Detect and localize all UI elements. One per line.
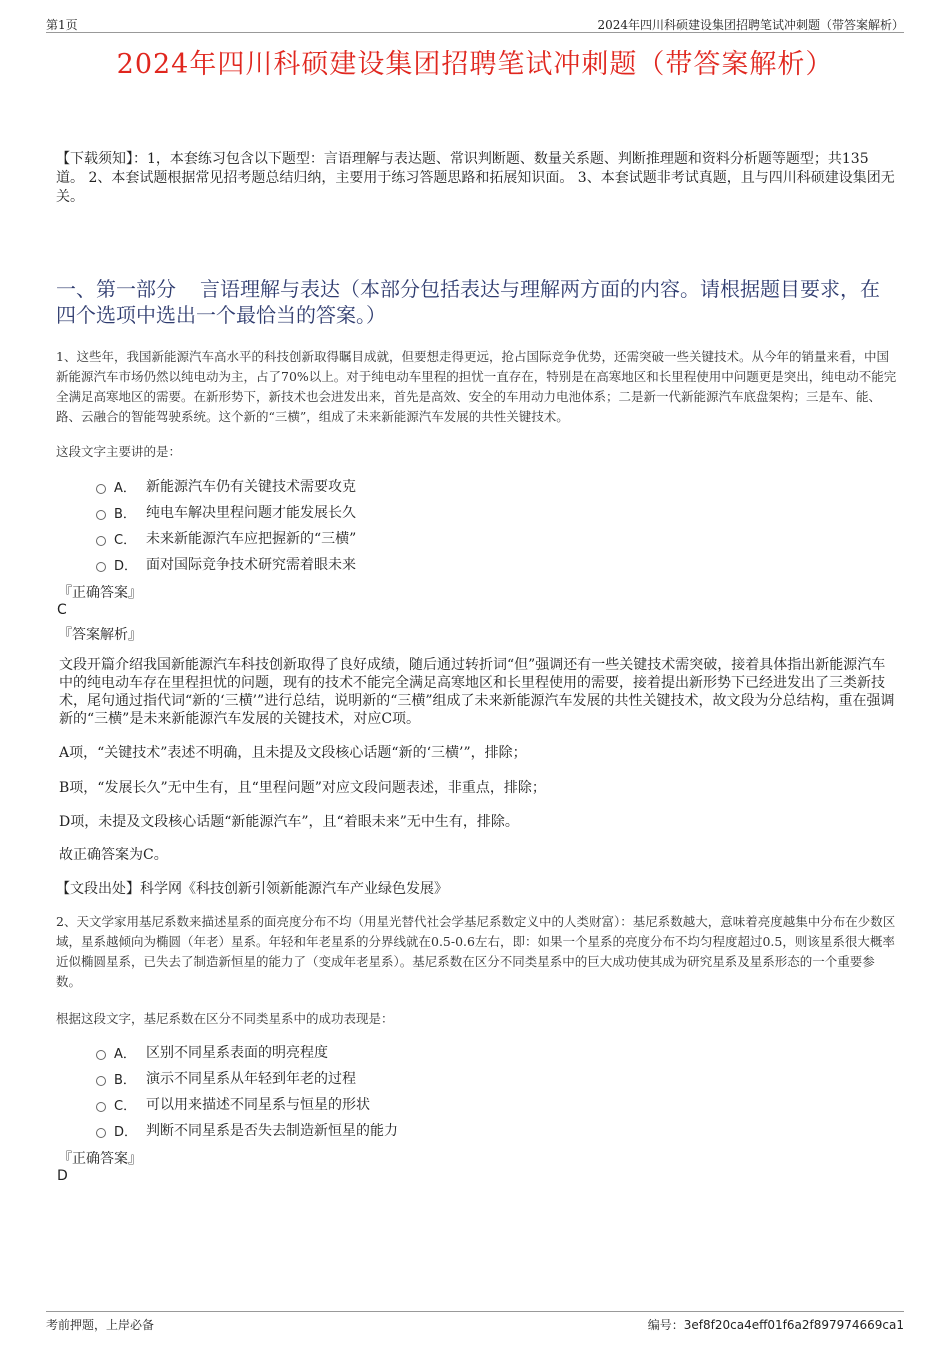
- question-2-option-a[interactable]: [96, 1042, 328, 1062]
- question-1-option-d[interactable]: [96, 554, 356, 574]
- option-text: 面对国际竞争技术研究需着眼未来: [146, 557, 356, 573]
- option-letter: B．: [114, 506, 136, 522]
- question-2-answer: D: [57, 1168, 68, 1184]
- question-1-analysis-b: B项，“发展长久”无中生有，且“里程问题”对应文段问题表述，非重点，排除；: [59, 780, 546, 796]
- option-text: 区别不同星系表面的明亮程度: [146, 1045, 328, 1061]
- question-1-analysis-a: A项，“关键技术”表述不明确，且未提及文段核心话题“新的‘三横’”，排除；: [59, 745, 527, 761]
- question-2-option-d[interactable]: [96, 1120, 398, 1140]
- section-description: 言语理解与表达（本部分包括表达与理解两方面的内容。请根据题目要求，在四个选项中选出一个最恰当的答案。）: [56, 277, 880, 327]
- question-1-prompt: 这段文字主要讲的是：: [56, 444, 182, 459]
- question-1-conclusion: 故正确答案为C。: [59, 847, 168, 863]
- option-letter: A．: [114, 1046, 136, 1062]
- radio-icon[interactable]: [96, 1076, 106, 1086]
- footer-code-value: 3ef8f20ca4eff01f6a2f897974669ca1: [683, 1318, 904, 1332]
- page-footer: [46, 1311, 904, 1332]
- section-heading: [56, 276, 896, 328]
- question-1-answer: C: [57, 602, 67, 618]
- option-letter: C．: [114, 532, 137, 548]
- question-1-option-a[interactable]: [96, 476, 356, 496]
- radio-icon[interactable]: [96, 510, 106, 520]
- question-1-analysis-d: D项，未提及文段核心话题“新能源汽车”，且“着眼未来”无中生有，排除。: [59, 814, 519, 830]
- option-letter: B．: [114, 1072, 136, 1088]
- radio-icon[interactable]: [96, 1050, 106, 1060]
- question-1-text: 1、这些年，我国新能源汽车高水平的科技创新取得瞩目成就，但要想走得更远，抢占国际竞争优势，还需突破一些关键技术。从今年的销量来看，中国新能源汽车市场仍然以纯电动为主，占了70%以上。对于纯电动车里程的担忧一直存在，特别是在高寒地区和长里程使用中问题更是突出，纯电动不能完全满足高寒地区的需要。在新形势下，新技术也会进发出来，首先是高效、安全的车用动力电池体系；二是新一代新能源汽车底盘架构；三是车、能、路、云融合的智能驾驶系统。这个新的“三横”，组成了未来新能源汽车发展的共性关键技术。: [56, 349, 897, 424]
- section-number: 一、第一部分: [56, 277, 176, 301]
- question-1-source: 【文段出处】科学网《科技创新引领新能源汽车产业绿色发展》: [56, 881, 448, 897]
- question-1-analysis-label: 『答案解析』: [58, 627, 142, 643]
- footer-slogan: 考前押题，上岸必备: [46, 1318, 155, 1332]
- footer-code: [648, 1316, 904, 1333]
- question-2-prompt: 根据这段文字，基尼系数在区分不同类星系中的成功表现是：: [56, 1011, 394, 1026]
- question-1-analysis-summary: 文段开篇介绍我国新能源汽车科技创新取得了良好成绩，随后通过转折词“但”强调还有一些关键技术需突破，接着具体指出新能源汽车中的纯电动车存在里程担忧的问题，现有的技术不能完全满足高寒地区和长里程使用的需要，接着提出新形势下已经进发出了三类新技术，尾句通过指代词“新的‘三横’”进行总结，说明新的“三横”组成了未来新能源汽车发展的共性关键技术，故文段为分总结构，重在强调新的“三横”是未来新能源汽车发展的关键技术，对应C项。: [59, 657, 895, 727]
- question-2-text: 2、天文学家用基尼系数来描述星系的面亮度分布不均（用星光替代社会学基尼系数定义中的人类财富）：基尼系数越大，意味着亮度越集中分布在少数区域，星系越倾向为椭圆（年老）星系。年轻和年老星系的分界线就在0.5-0.6左右，即：如果一个星系的亮度分布不均匀程度超过0.5，则该星系很大概率近似椭圆星系，已失去了制造新恒星的能力了（变成年老星系）。基尼系数在区分不同类星系中的巨大成功使其成为研究星系及星系形态的一个重要参数。: [56, 914, 896, 989]
- question-1-option-b[interactable]: [96, 502, 356, 522]
- radio-icon[interactable]: [96, 562, 106, 572]
- radio-icon[interactable]: [96, 1128, 106, 1138]
- radio-icon[interactable]: [96, 1102, 106, 1112]
- page-number: 第1页: [46, 18, 78, 32]
- question-1-answer-label: 『正确答案』: [58, 585, 142, 601]
- footer-code-label: 编号：: [647, 1318, 684, 1332]
- radio-icon[interactable]: [96, 536, 106, 546]
- option-text: 演示不同星系从年轻到年老的过程: [146, 1071, 356, 1087]
- option-letter: A．: [114, 480, 136, 496]
- option-letter: D．: [114, 558, 138, 574]
- option-letter: D．: [114, 1124, 138, 1140]
- page-header: [46, 14, 904, 33]
- option-text: 判断不同星系是否失去制造新恒星的能力: [146, 1123, 398, 1139]
- header-doc-title: 2024年四川科硕建设集团招聘笔试冲刺题（带答案解析）: [597, 18, 904, 32]
- document-title: 2024年四川科硕建设集团招聘笔试冲刺题（带答案解析）: [116, 49, 834, 80]
- option-text: 纯电车解决里程问题才能发展长久: [146, 505, 356, 521]
- option-letter: C．: [114, 1098, 137, 1114]
- option-text: 未来新能源汽车应把握新的“三横”: [146, 531, 357, 547]
- radio-icon[interactable]: [96, 484, 106, 494]
- download-notice: 【下载须知】：1，本套练习包含以下题型：言语理解与表达题、常识判断题、数量关系题、判断推理题和资料分析题等题型；共135道。 2、本套试题根据常见招考题总结归纳，主要用于练习答题思路和拓展知识面。 3、本套试题非考试真题，且与四川科硕建设集团无关。: [56, 151, 895, 205]
- question-2-answer-label: 『正确答案』: [58, 1151, 142, 1167]
- question-1-option-c[interactable]: [96, 528, 356, 548]
- option-text: 可以用来描述不同星系与恒星的形状: [146, 1097, 370, 1113]
- question-2-option-b[interactable]: [96, 1068, 356, 1088]
- option-text: 新能源汽车仍有关键技术需要攻克: [146, 479, 356, 495]
- question-2-option-c[interactable]: [96, 1094, 370, 1114]
